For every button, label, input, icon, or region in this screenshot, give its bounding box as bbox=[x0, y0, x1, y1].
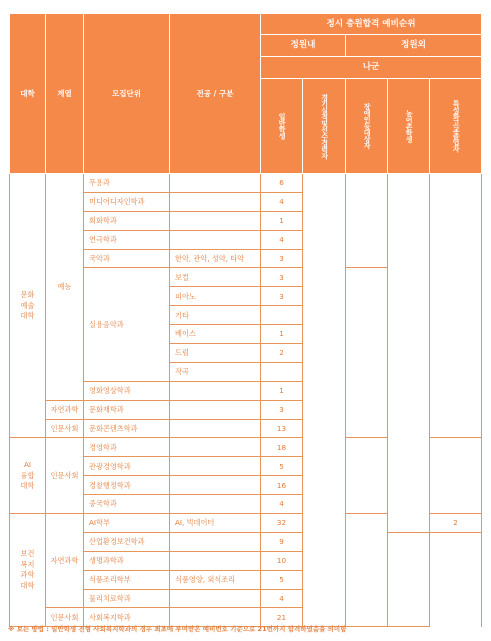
unit-cell: 회화학과 bbox=[84, 211, 170, 230]
general-count: 2 bbox=[261, 344, 303, 363]
unit-cell: 생명과학과 bbox=[84, 551, 170, 570]
general-count: 3 bbox=[261, 268, 303, 287]
disabled-col bbox=[346, 174, 388, 268]
major-cell: 한악, 관악, 성악, 타악 bbox=[170, 249, 261, 268]
unit-cell: 문화재학과 bbox=[84, 400, 170, 419]
general-count: 18 bbox=[261, 438, 303, 457]
unit-cell: 경찰행정학과 bbox=[84, 476, 170, 495]
footnote: ※ 보는 방법 : 일반학생 전형 사회복지학과의 경우 최초에 부여받은 예비번호 기준으로 21번까지 합격하였음을 의미함 bbox=[8, 625, 347, 633]
major-cell bbox=[170, 495, 261, 514]
major-cell bbox=[170, 211, 261, 230]
major-cell: 식품영양, 외식조리 bbox=[170, 570, 261, 589]
general-count: 9 bbox=[261, 532, 303, 551]
general-count: 1 bbox=[261, 381, 303, 400]
major-cell bbox=[170, 476, 261, 495]
general-count: 4 bbox=[261, 589, 303, 608]
college-ai: AI 융합 대학 bbox=[10, 438, 46, 514]
header-outer: 정원외 bbox=[346, 35, 482, 57]
rural-col-b bbox=[388, 532, 430, 626]
unit-cell: 실용음악과 bbox=[84, 268, 170, 381]
general-count bbox=[261, 362, 303, 381]
general-count: 32 bbox=[261, 514, 303, 533]
major-cell: 보컬 bbox=[170, 268, 261, 287]
header-group: 나군 bbox=[261, 57, 482, 79]
rural-count-ai: 2 bbox=[430, 514, 482, 533]
unit-cell: 관광경영학과 bbox=[84, 457, 170, 476]
header-top: 정시 충원합격 예비순위 bbox=[261, 14, 482, 35]
vocational-col-a bbox=[430, 174, 482, 438]
general-count: 5 bbox=[261, 570, 303, 589]
college-health: 보건 복지 과학 대학 bbox=[10, 514, 46, 627]
unit-cell: 무용과 bbox=[84, 174, 170, 193]
general-count: 6 bbox=[261, 174, 303, 193]
unit-cell: 연극학과 bbox=[84, 230, 170, 249]
header-col-disabled: 장애인등대상자 bbox=[346, 79, 388, 174]
unit-cell: 식품조리학부 bbox=[84, 570, 170, 589]
major-cell: 드럼 bbox=[170, 344, 261, 363]
general-count: 3 bbox=[261, 249, 303, 268]
header-inner: 정원내 bbox=[261, 35, 346, 57]
general-count: 21 bbox=[261, 608, 303, 627]
unit-cell: 중국학과 bbox=[84, 495, 170, 514]
unit-cell: 영화영상학과 bbox=[84, 381, 170, 400]
general-count: 5 bbox=[261, 457, 303, 476]
header-col-general: 일반학생 bbox=[261, 79, 303, 174]
unit-cell: 국악과 bbox=[84, 249, 170, 268]
header-college: 대학 bbox=[10, 14, 46, 174]
general-count: 4 bbox=[261, 495, 303, 514]
major-cell bbox=[170, 174, 261, 193]
disabled-col bbox=[346, 514, 388, 627]
general-count: 13 bbox=[261, 419, 303, 438]
major-cell bbox=[170, 589, 261, 608]
header-unit: 모집단위 bbox=[84, 14, 170, 174]
major-cell bbox=[170, 381, 261, 400]
field-health-hum: 인문사회 bbox=[46, 608, 84, 627]
general-count bbox=[261, 306, 303, 325]
field-arts-hum: 인문사회 bbox=[46, 419, 84, 438]
vocational-col-b bbox=[430, 438, 482, 514]
general-count: 3 bbox=[261, 400, 303, 419]
athlete-col bbox=[303, 174, 346, 627]
major-cell: AI, 빅데이터 bbox=[170, 514, 261, 533]
general-count: 3 bbox=[261, 287, 303, 306]
major-cell bbox=[170, 457, 261, 476]
general-count: 1 bbox=[261, 325, 303, 344]
general-count: 1 bbox=[261, 211, 303, 230]
unit-cell: 문화콘텐츠학과 bbox=[84, 419, 170, 438]
major-cell bbox=[170, 419, 261, 438]
field-ai-hum: 인문사회 bbox=[46, 438, 84, 514]
unit-cell: AI학부 bbox=[84, 514, 170, 533]
general-count: 16 bbox=[261, 476, 303, 495]
general-count: 4 bbox=[261, 192, 303, 211]
major-cell bbox=[170, 438, 261, 457]
header-col-vocational: 특성화고교졸업자 bbox=[430, 79, 482, 174]
major-cell bbox=[170, 192, 261, 211]
header-col-rural: 농어촌학생 bbox=[388, 79, 430, 174]
major-cell bbox=[170, 551, 261, 570]
header-major: 전공 / 구분 bbox=[170, 14, 261, 174]
major-cell: 피아노 bbox=[170, 287, 261, 306]
disabled-col bbox=[346, 438, 388, 514]
major-cell: 작곡 bbox=[170, 362, 261, 381]
major-cell: 베이스 bbox=[170, 325, 261, 344]
major-cell bbox=[170, 230, 261, 249]
field-arts-sci: 자연과학 bbox=[46, 400, 84, 419]
major-cell bbox=[170, 400, 261, 419]
general-count: 4 bbox=[261, 230, 303, 249]
general-count: 10 bbox=[261, 551, 303, 570]
admission-waitlist-table bbox=[9, 13, 482, 627]
college-arts: 문화 예술 대학 bbox=[10, 174, 46, 438]
major-cell bbox=[170, 532, 261, 551]
unit-cell: 물리치료학과 bbox=[84, 589, 170, 608]
major-cell: 기타 bbox=[170, 306, 261, 325]
field-health-sci: 자연과학 bbox=[46, 514, 84, 608]
field-arts-ent: 예능 bbox=[46, 174, 84, 401]
rural-col-a bbox=[388, 174, 430, 533]
disabled-col bbox=[346, 268, 388, 438]
header-col-athlete: 경기실적및선수경력자 bbox=[303, 79, 346, 174]
unit-cell: 미디어디자인학과 bbox=[84, 192, 170, 211]
unit-cell: 경영학과 bbox=[84, 438, 170, 457]
unit-cell: 사회복지학과 bbox=[84, 608, 170, 627]
header-field: 계열 bbox=[46, 14, 84, 174]
unit-cell: 산업환경보건학과 bbox=[84, 532, 170, 551]
